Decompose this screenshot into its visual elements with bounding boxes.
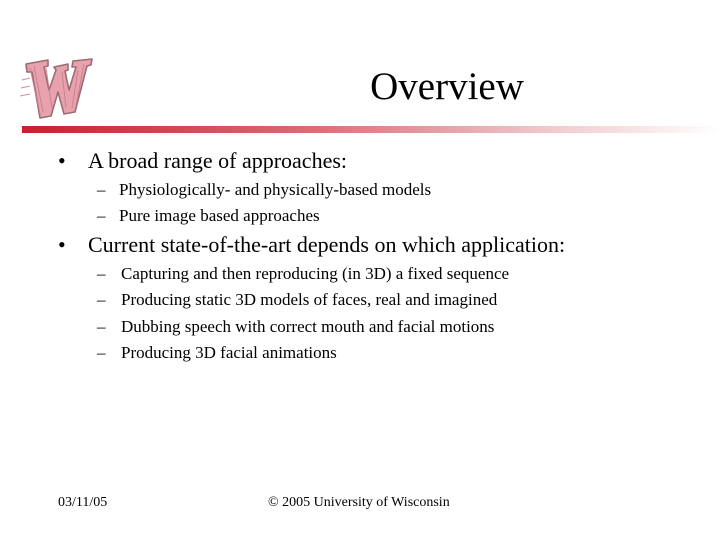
title-underline-rule (22, 126, 720, 133)
sub-bullet-text: Physiologically- and physically-based models (119, 180, 432, 199)
sub-bullet-dash: – (97, 264, 106, 283)
footer-date: 03/11/05 (58, 495, 108, 510)
sub-bullet-text: Producing static 3D models of faces, real and imagined (121, 290, 498, 309)
sub-bullet-text: Pure image based approaches (119, 206, 320, 225)
bullet-mark: • (58, 148, 66, 173)
bullet-text: Current state-of-the-art depends on which application: (88, 232, 566, 257)
footer-copyright: © 2005 University of Wisconsin (268, 495, 450, 510)
sub-bullet-dash: – (97, 206, 106, 225)
uw-motion-w-logo-icon (18, 50, 96, 122)
slide-title: Overview (370, 65, 524, 108)
sub-bullet-text: Producing 3D facial animations (121, 343, 337, 362)
bullet-text: A broad range of approaches: (88, 148, 348, 173)
bullet-mark: • (58, 232, 66, 257)
sub-bullet-dash: – (97, 317, 106, 336)
sub-bullet-dash: – (97, 290, 106, 309)
sub-bullet-text: Capturing and then reproducing (in 3D) a fixed sequence (121, 264, 510, 283)
sub-bullet-dash: – (97, 343, 106, 362)
sub-bullet-text: Dubbing speech with correct mouth and facial motions (121, 317, 495, 336)
sub-bullet-dash: – (97, 180, 106, 199)
